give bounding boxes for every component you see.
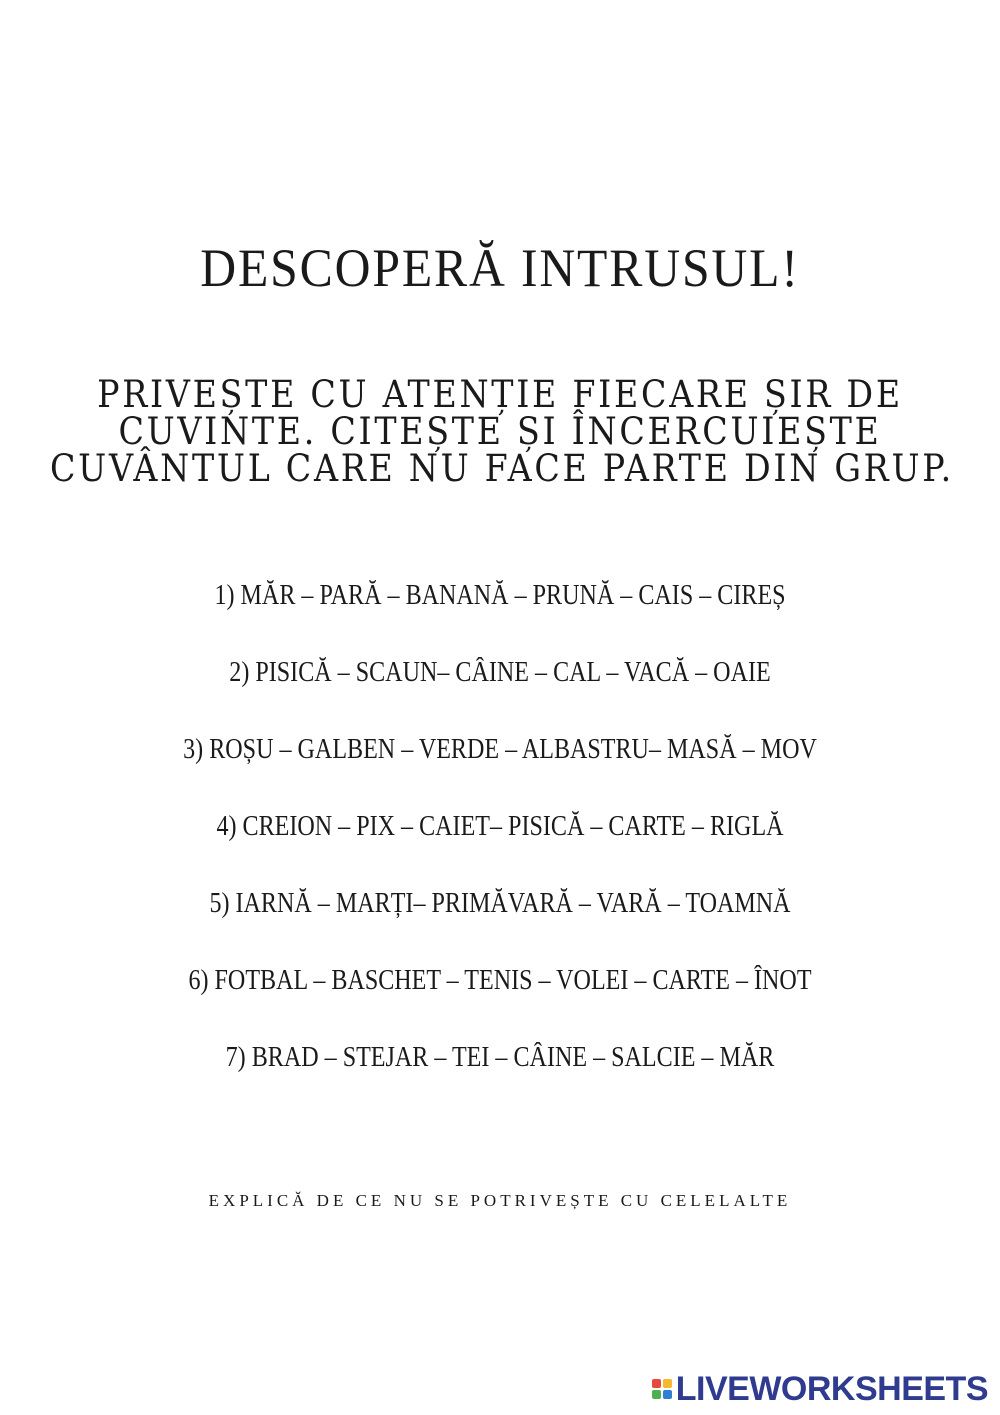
logo-square bbox=[663, 1379, 672, 1388]
brand-name: LIVEWORKSHEETS bbox=[675, 1370, 988, 1408]
word-series-list bbox=[0, 578, 1000, 1117]
instructions-line: CUVÂNTUL CARE NU FACE PARTE DIN GRUP. bbox=[50, 447, 954, 490]
word-series-item: 7) BRAD – STEJAR – TEI – CÂINE – SALCIE – MĂR bbox=[225, 1042, 775, 1073]
logo-square bbox=[663, 1390, 672, 1399]
word-series-item: 3) ROȘU – GALBEN – VERDE – ALBASTRU– MASĂ – MOV bbox=[183, 734, 817, 765]
word-series-item: 6) FOTBAL – BASCHET – TENIS – VOLEI – CARTE – ÎNOT bbox=[188, 965, 812, 996]
instructions-line: CUVINTE. CITEȘTE ȘI ÎNCERCUIEȘTE bbox=[118, 410, 882, 453]
logo-square bbox=[652, 1379, 661, 1388]
word-series-item: 4) CREION – PIX – CAIET– PISICĂ – CARTE – RIGLĂ bbox=[216, 811, 784, 842]
footer-instruction: EXPLICĂ DE CE NU SE POTRIVEȘTE CU CELELALTE bbox=[208, 1191, 792, 1210]
liveworksheets-logo-icon bbox=[652, 1379, 672, 1399]
liveworksheets-brand bbox=[652, 1371, 988, 1407]
word-series-item: 1) MĂR – PARĂ – BANANĂ – PRUNĂ – CAIS – CIREȘ bbox=[214, 580, 786, 611]
word-series-item: 2) PISICĂ – SCAUN– CÂINE – CAL – VACĂ – OAIE bbox=[229, 657, 771, 688]
instructions bbox=[50, 373, 954, 490]
page-title: DESCOPERĂ INTRUSUL! bbox=[200, 238, 800, 298]
logo-square bbox=[652, 1390, 661, 1399]
word-series-item: 5) IARNĂ – MARȚI– PRIMĂVARĂ – VARĂ – TOAMNĂ bbox=[209, 888, 791, 919]
instructions-line: PRIVEȘTE CU ATENȚIE FIECARE ȘIR DE bbox=[97, 373, 903, 416]
